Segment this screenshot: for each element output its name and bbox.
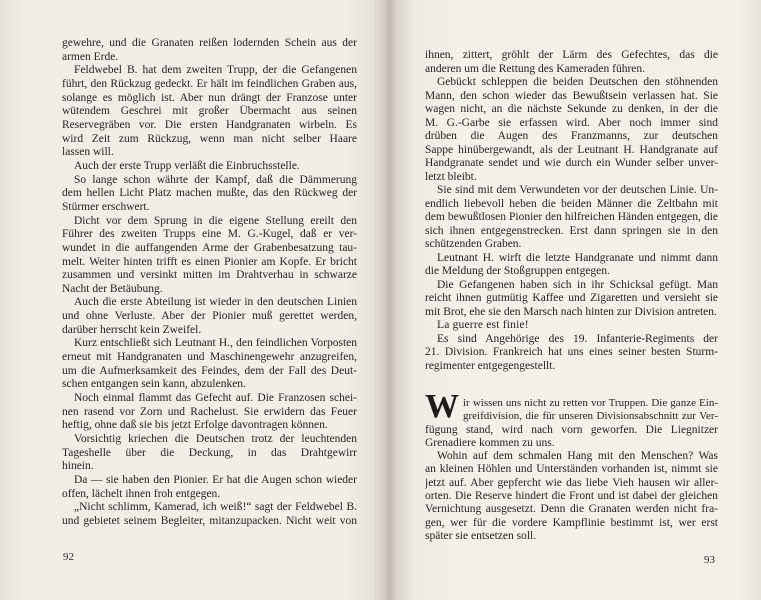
text-line: Reservegräben vor. Die ersten Handgranaten wirbeln. Es [62, 118, 357, 131]
text-line: Auch die erste Abteilung ist wieder in den deutschen Linien [74, 296, 357, 309]
text-line: Nacht der Betäubung. [62, 282, 163, 295]
text-line: Die Gefangenen haben sich in ihr Schicksal gefügt. Man [437, 278, 718, 291]
text-line: Da — sie haben den Pionier. Er hat die Augen schon wieder [74, 474, 357, 486]
right-page-section-2 [425, 397, 718, 543]
text-line: wagen nicht, an die nächste Sekunde zu denken, in der die [425, 103, 718, 115]
text-line: letzt bleibt. [425, 170, 477, 183]
text-line: Vorsichtig kriechen die Deutschen trotz der leuchtenden [74, 433, 357, 446]
text-line: Feldwebel B. hat dem zweiten Trupp, der die Gefangenen [74, 64, 357, 77]
text-line: wütendem Geschrei mit großer Übermacht aus seinen [62, 105, 357, 118]
text-line: Noch einmal flammt das Gefecht auf. Die Franzosen schei- [74, 392, 357, 405]
text-line: nen rasend vor Zorn und Rachelust. Sie erwidern das Feuer [62, 405, 357, 418]
text-line: solange es möglich ist. Aber nun drängt der Franzose unter [62, 91, 357, 104]
text-line: fügung stand, wird nach vorn geworfen. Die Liegnitzer [425, 423, 718, 436]
text-line: heftig, ohne daß sie bis jetzt Erfolge davontragen können. [62, 419, 328, 432]
text-line: zusammen und versinkt mitten im Drahtverhau in schwarze [62, 269, 357, 282]
text-line: dem bewußtlosen Pionier den hilfreichen Händen entgegen, die [425, 211, 718, 223]
page-number: 93 [704, 554, 715, 566]
text-line: führt, den Rückzug gedeckt. Er hält im feindlichen Graben aus, [62, 77, 357, 90]
text-line: Gebückt schleppen die beiden Deutschen den stöhnenden [437, 76, 718, 88]
text-line: regimenter entgegengestellt. [425, 359, 556, 372]
text-line: wundet in die auffangenden Arme der Grabenbesatzung tau- [62, 241, 357, 254]
text-line: Es sind Angehörige des 19. Infanterie-Regiments der [437, 332, 718, 345]
text-line: armen Erde. [62, 50, 119, 63]
text-line: sich ihnen entgegenstrecken. Erst dann springen sie in den [425, 224, 718, 237]
text-line: hinein. [62, 460, 94, 473]
text-line: orten. Die Reserve hindert die Front und ist dabei der gleichen [425, 490, 718, 503]
text-line: So lange schon währte der Kampf, daß die Dämmerung [74, 173, 357, 186]
text-line: reicht ihnen gutmütig Kaffee und Zigaretten und versieht sie [425, 292, 718, 304]
text-line: Führer des zweiten Trupps eine M. G.-Kugel, daß er ver- [62, 228, 357, 241]
text-line: Vernichtung ausgesetzt. Denn die Granaten werden nicht fra- [425, 503, 718, 516]
text-line: Auch der erste Trupp verläßt die Einbruchsstelle. [74, 159, 300, 172]
text-line: an kleinen Höhlen und Unterständen vorhanden ist, nimmt sie [425, 463, 718, 476]
text-line: endlich liebevoll heben die beiden Männer die Zeltbahn mit [425, 197, 718, 210]
text-line: um die Aufmerksamkeit des Feindes, dem der Fall des Deut- [62, 364, 357, 377]
page-number: 92 [63, 551, 74, 563]
text-line: jetzt auf. Aber gepfercht wie das liebe Vieh hausen wir aller- [425, 476, 718, 489]
text-line: später sie entsetzen soll. [425, 529, 537, 542]
text-line: Stürmer erschwert. [62, 200, 150, 213]
text-line: melt. Weiter hinten trifft es einen Pionier am Kopfe. Er bricht [62, 255, 357, 268]
text-line: schützenden Graben. [425, 238, 522, 250]
text-line: Grenadiere kommen zu uns. [425, 436, 555, 449]
text-line: schen entgangen sein kann, abzulenken. [62, 378, 246, 391]
text-line: La guerre est finie! [437, 319, 529, 331]
text-line: darüber herrscht kein Zweifel. [62, 323, 202, 336]
text-line: ir wissen uns nicht zu retten vor Truppen. Die ganze Ein- [463, 397, 718, 409]
text-line: und ohne Verluste. Aber der Pionier muß gerettet werden, [62, 310, 357, 323]
text-line: die Meldung der Stoßgruppen entgegen. [425, 265, 610, 277]
text-line: Kurz entschließt sich Leutnant H., den feindlichen Vorposten [74, 337, 357, 350]
text-line: und gebietet seinem Begleiter, mitanzupacken. Nicht weit von [62, 514, 357, 527]
text-line: Mann, den schon wieder das Bewußtsein verlassen hat. Sie [425, 89, 718, 102]
left-page-text [62, 37, 357, 529]
text-line: 21. Division. Frankreich hat uns eines seiner besten Sturm- [425, 346, 718, 358]
text-line: „Nicht schlimm, Kamerad, ich weiß!“ sagt der Feldwebel B. [74, 501, 357, 514]
text-line: anderen um die Rettung des Kameraden führen. [425, 62, 646, 75]
text-line: greifdivision, die für unseren Divisionsabschnitt zur Ver- [463, 410, 718, 423]
text-line: Handgranate sendet und wie durch ein Wunder selber unver- [425, 157, 718, 169]
text-line: Wohin auf dem schmalen Hang mit den Menschen? Was [437, 450, 718, 463]
text-line: gen, wer für die vordere Kampflinie bestimmt ist, wer erst [425, 516, 718, 529]
text-line: erneut mit Handgranaten und Maschinengewehr anzugreifen, [62, 351, 357, 364]
text-line: M. G.-Garbe sie erfassen wird. Aber noch immer sind [425, 116, 718, 129]
text-line: Sie sind mit dem Verwundeten vor der deutschen Linie. Un- [437, 184, 718, 196]
text-line: Dicht vor dem Sprung in die eigene Stellung ereilt den [74, 214, 357, 227]
text-line: Leutnant H. wirft die letzte Handgranate und nimmt dann [437, 251, 718, 264]
text-line: wird Zeit zum Rückzug, wenn man nicht selber Haare [62, 132, 357, 145]
text-line: mit Brot, ehe sie den Marsch nach hinten zur Division antreten. [425, 305, 717, 318]
right-page-text [425, 49, 718, 373]
drop-cap: W [425, 388, 459, 425]
text-line: ihnen, zittert, gröhlt der Lärm des Gefechtes, das die [425, 49, 718, 61]
text-line: Tageshelle über die Deckung, in das Drahtgewirr [62, 446, 357, 459]
text-line: lassen will. [62, 146, 114, 159]
text-line: dem hellen Licht Platz machen mußte, das den Rückweg der [62, 187, 357, 200]
text-line: drüben die Augen des Franzmanns, zur deutschen [425, 130, 718, 142]
text-line: offen, lächelt ihnen froh entgegen. [62, 487, 221, 500]
text-line: gewehre, und die Granaten reißen lodernden Schein aus der [62, 37, 357, 49]
text-line: Sappe hinübergewandt, als der Leutnant H. Handgranate auf [425, 143, 718, 156]
